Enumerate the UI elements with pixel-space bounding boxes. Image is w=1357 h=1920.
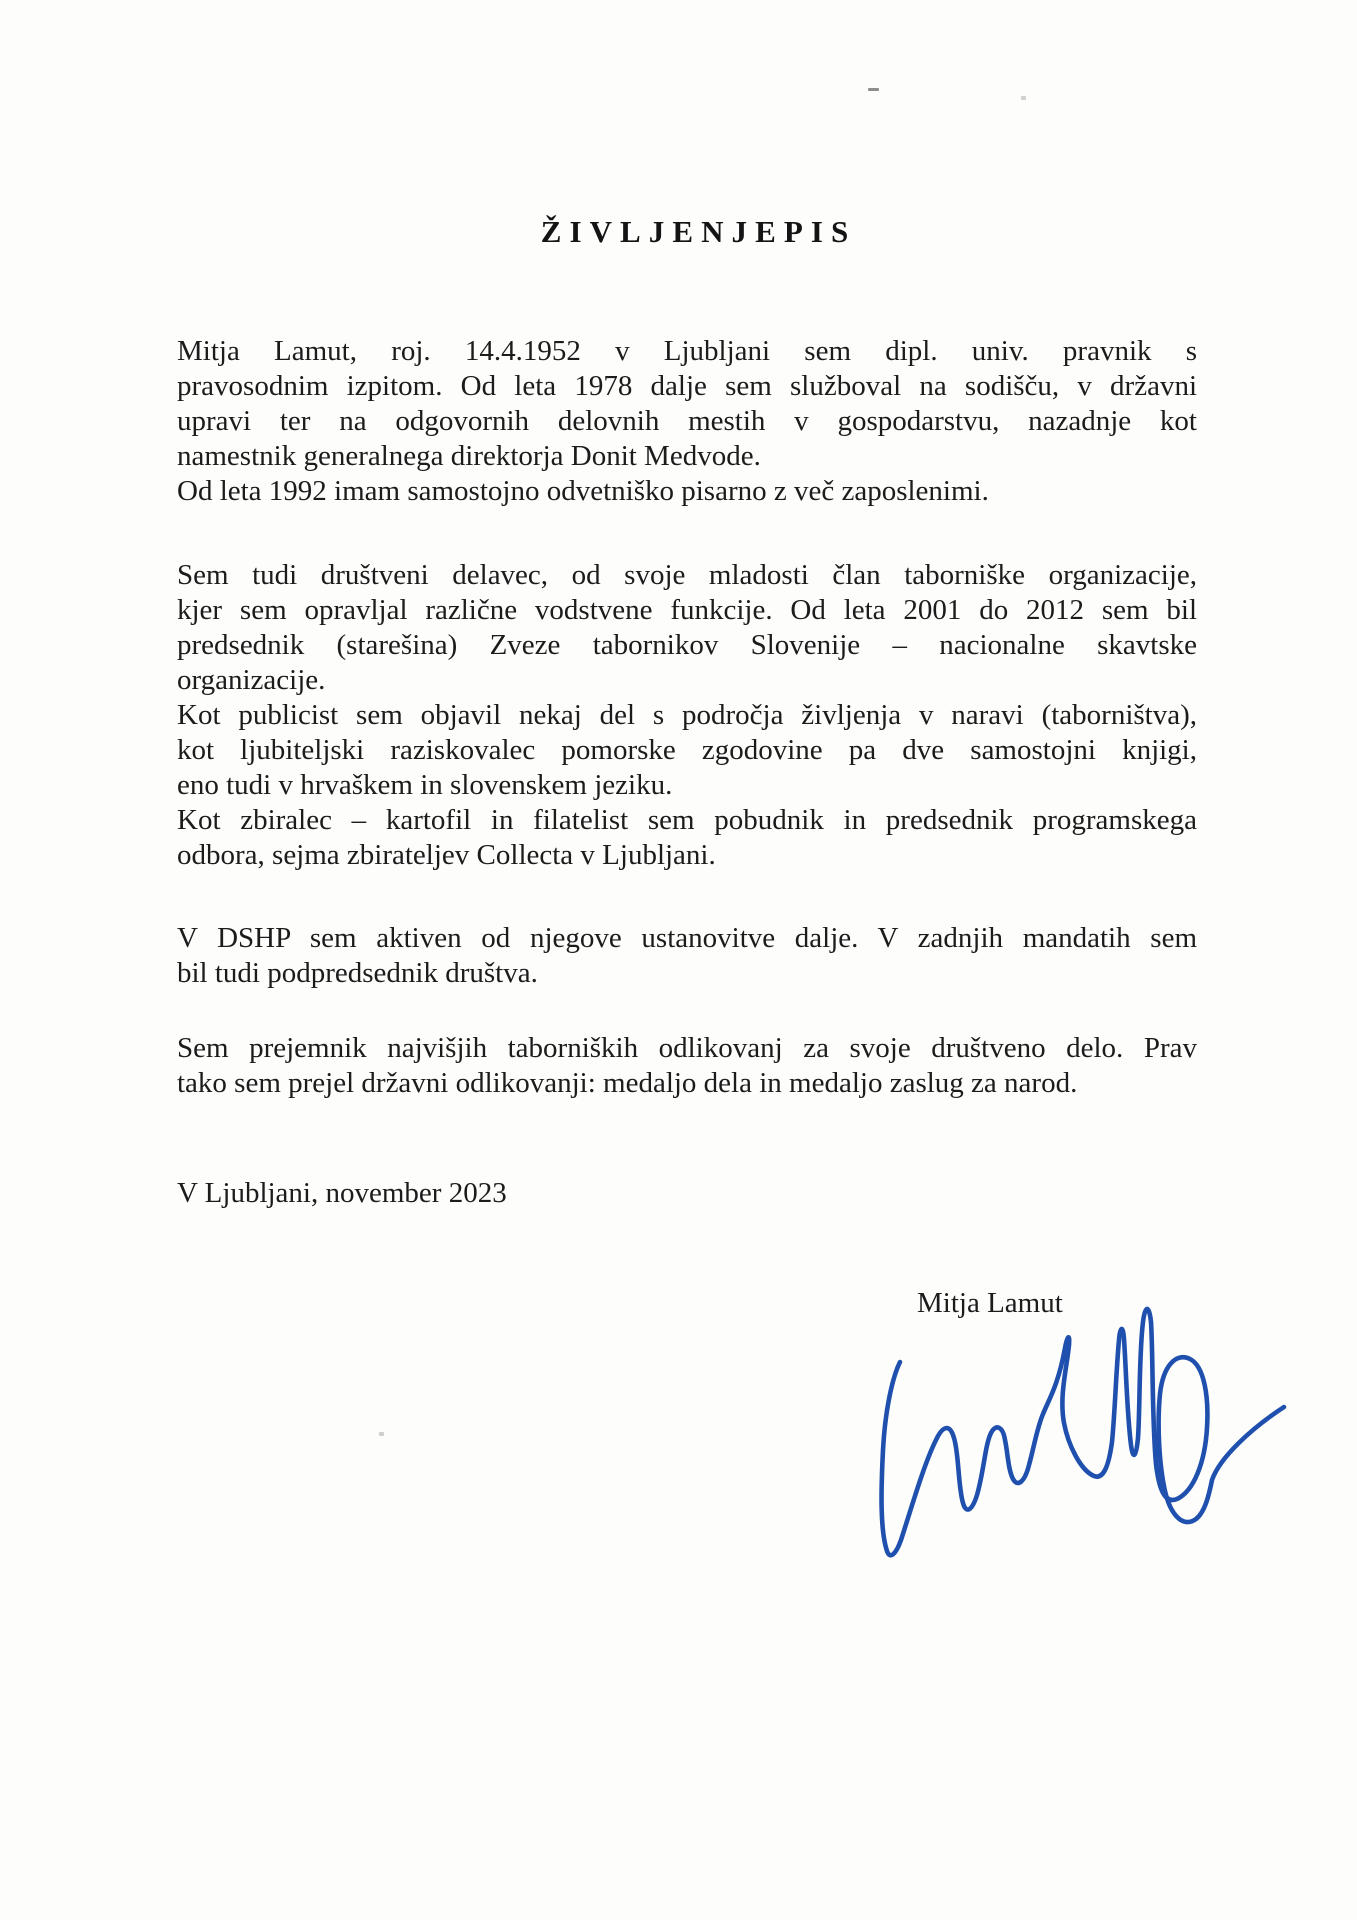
body-line: Sem prejemnik najvišjih taborniških odlikovanj za svoje društveno delo. Prav [177, 1032, 1197, 1064]
body-line: namestnik generalnega direktorja Donit Medvode. [177, 440, 761, 472]
body-line: Kot zbiralec – kartofil in filatelist sem pobudnik in predsednik programskega [177, 804, 1197, 836]
body-line: Kot publicist sem objavil nekaj del s področja življenja v naravi (taborništva), [177, 699, 1197, 731]
body-line: kjer sem opravljal različne vodstvene funkcije. Od leta 2001 do 2012 sem bil [177, 594, 1197, 626]
body-line: organizacije. [177, 664, 326, 696]
body-line: pravosodnim izpitom. Od leta 1978 dalje sem služboval na sodišču, v državni [177, 370, 1197, 402]
body-line: tako sem prejel državni odlikovanji: medaljo dela in medaljo zaslug za narod. [177, 1067, 1078, 1099]
date-place-line: V Ljubljani, november 2023 [177, 1177, 507, 1209]
signature-scribble [852, 1292, 1322, 1592]
body-line: eno tudi v hrvaškem in slovenskem jeziku. [177, 769, 673, 801]
body-line: V DSHP sem aktiven od njegove ustanovitve dalje. V zadnjih mandatih sem [177, 922, 1197, 954]
body-line: upravi ter na odgovornih delovnih mestih v gospodarstvu, nazadnje kot [177, 405, 1197, 437]
body-line: Mitja Lamut, roj. 14.4.1952 v Ljubljani sem dipl. univ. pravnik s [177, 335, 1197, 367]
paragraph [177, 334, 1197, 509]
body-line: odbora, sejma zbirateljev Collecta v Ljubljani. [177, 839, 716, 871]
signer-name: Mitja Lamut [917, 1287, 1063, 1319]
body-line: Sem tudi društveni delavec, od svoje mladosti član taborniške organizacije, [177, 559, 1197, 591]
scan-speck [1021, 96, 1026, 100]
paragraph [177, 921, 1197, 991]
body-line: kot ljubiteljski raziskovalec pomorske zgodovine pa dve samostojni knjigi, [177, 734, 1197, 766]
body-line: predsednik (starešina) Zveze tabornikov Slovenije – nacionalne skavtske [177, 629, 1197, 661]
scan-speck [868, 88, 879, 91]
body-line: bil tudi podpredsednik društva. [177, 957, 538, 989]
paragraph [177, 558, 1197, 873]
paragraph [177, 1031, 1197, 1101]
signature-ink-icon [852, 1292, 1322, 1592]
scan-speck [379, 1432, 384, 1436]
document-title: ŽIVLJENJEPIS [540, 214, 857, 249]
body-line: Od leta 1992 imam samostojno odvetniško pisarno z več zaposlenimi. [177, 475, 989, 507]
